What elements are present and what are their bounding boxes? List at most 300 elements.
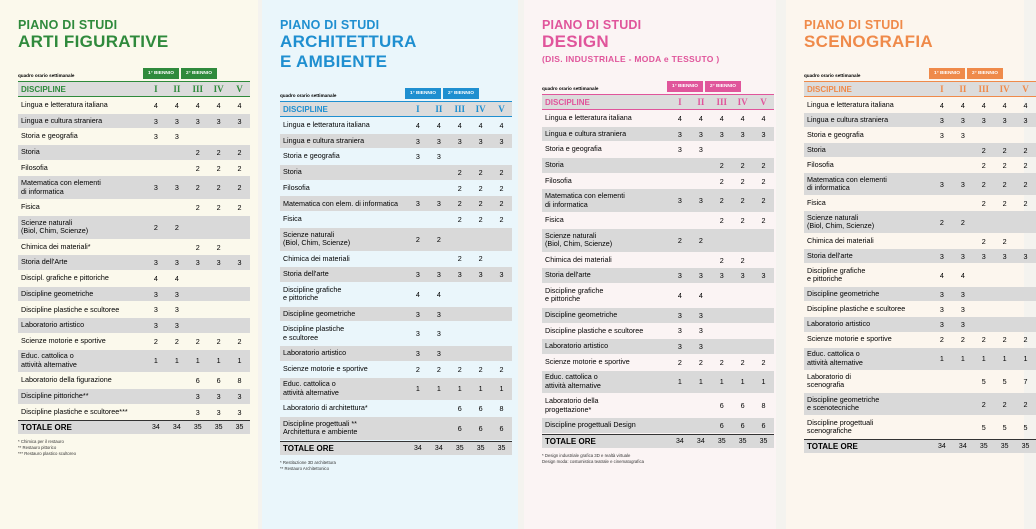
- hours-cell: 2: [428, 228, 449, 251]
- discipline-name: [18, 216, 145, 239]
- hours-cell: [753, 142, 774, 157]
- hours-cell: 2: [229, 176, 250, 199]
- hours-cell: 6: [719, 401, 724, 411]
- biennio-1-badge: 1° BIENNIO: [929, 68, 965, 79]
- hours-cell: [1015, 211, 1036, 233]
- hours-cell: [1015, 287, 1036, 301]
- discipline-line: Educ. cattolica o: [807, 349, 860, 359]
- discipline-line: Chimica dei materiali: [545, 254, 612, 264]
- table-row: [18, 302, 250, 317]
- hours-cell: [407, 165, 428, 180]
- hours-cell: [732, 308, 753, 323]
- table-row: [542, 229, 774, 252]
- table-row: [18, 216, 250, 239]
- biennio-2-badge: 2° BIENNIO: [967, 68, 1003, 79]
- discipline-name: [18, 98, 145, 113]
- discipline-name: [804, 302, 931, 316]
- table-row: [280, 134, 512, 149]
- discipline-line: Discipline grafiche: [807, 265, 866, 275]
- col-discipline-header: DISCIPLINE: [804, 81, 931, 97]
- hours-cell: 1: [669, 371, 690, 394]
- hours-cell: 2: [698, 357, 703, 367]
- hours-cell: [449, 228, 470, 251]
- col-year-1: I: [669, 94, 690, 110]
- total-value: 35: [973, 439, 994, 453]
- discipline-line: attività alternative: [807, 357, 863, 367]
- discipline-line: Chimica dei materiali*: [21, 241, 91, 251]
- table-row: [542, 339, 774, 354]
- hours-cell: 2: [732, 189, 753, 212]
- hours-cell: 5: [981, 376, 986, 386]
- hours-cell: 3: [174, 132, 179, 142]
- discipline-line: Storia dell'arte: [545, 270, 591, 280]
- hours-cell: [145, 389, 166, 404]
- discipline-line: attività alternative: [545, 380, 601, 390]
- hours-cell: [166, 373, 187, 388]
- hours-cell: 4: [216, 100, 221, 110]
- study-table: [280, 100, 512, 456]
- discipline-line: Laboratorio di architettura*: [283, 403, 368, 413]
- table-row: [804, 143, 1036, 157]
- table-row: [280, 283, 512, 306]
- discipline-name: [18, 114, 145, 129]
- table-row: [542, 253, 774, 268]
- hours-cell: 3: [732, 268, 753, 283]
- hours-cell: 3: [415, 152, 420, 162]
- total-value: 35: [187, 420, 208, 434]
- hours-cell: 2: [973, 393, 994, 415]
- hours-cell: [973, 317, 994, 331]
- table-row: [18, 240, 250, 255]
- hours-cell: 2: [229, 145, 250, 160]
- hours-cell: [952, 371, 973, 393]
- footnote: Design moda: costumistica teatrale e cinematografica: [542, 458, 644, 464]
- hours-cell: 3: [939, 130, 944, 140]
- discipline-name: [542, 371, 669, 394]
- hours-cell: [732, 142, 753, 157]
- discipline-line: scenografiche: [807, 426, 852, 436]
- hours-cell: 2: [1002, 335, 1007, 345]
- col-year-3: III: [711, 94, 732, 110]
- hours-cell: 1: [449, 378, 470, 401]
- hours-cell: [753, 339, 774, 354]
- discipline-name: [804, 173, 931, 195]
- hours-cell: 2: [1015, 173, 1036, 195]
- hours-cell: 2: [981, 236, 986, 246]
- table-row: [804, 264, 1036, 286]
- discipline-line: Storia: [807, 145, 826, 155]
- hours-cell: [973, 128, 994, 142]
- discipline-name: [280, 181, 407, 196]
- hours-cell: 2: [740, 357, 745, 367]
- discipline-name: [280, 212, 407, 227]
- table-row: [18, 389, 250, 404]
- hours-cell: [145, 240, 166, 255]
- hours-cell: [428, 252, 449, 267]
- footnote: * Restituzione 3D architettura: [280, 459, 336, 465]
- discipline-name: [18, 287, 145, 302]
- hours-cell: 3: [690, 339, 711, 354]
- hours-cell: 1: [711, 371, 732, 394]
- hours-cell: 2: [470, 165, 491, 180]
- discipline-line: Educ. cattolica o: [545, 372, 598, 382]
- biennio-1-badge: 1° BIENNIO: [143, 68, 179, 79]
- hours-cell: 3: [1015, 113, 1036, 127]
- col-year-3: III: [187, 81, 208, 97]
- hours-cell: 2: [1023, 198, 1028, 208]
- hours-cell: 2: [690, 229, 711, 252]
- hours-cell: 2: [237, 336, 242, 346]
- table-row: [280, 267, 512, 282]
- hours-cell: 3: [237, 407, 242, 417]
- discipline-name: [542, 189, 669, 212]
- discipline-line: Discipline geometriche: [807, 289, 880, 299]
- hours-cell: 3: [145, 255, 166, 270]
- hours-cell: [491, 307, 512, 322]
- hours-cell: [187, 318, 208, 333]
- total-value: 34: [952, 439, 973, 453]
- hours-cell: 2: [187, 145, 208, 160]
- hours-cell: [711, 339, 732, 354]
- hours-cell: [711, 142, 732, 157]
- discipline-line: Discipline plastiche e scultoree: [21, 304, 120, 314]
- discipline-line: Scienze naturali: [545, 230, 597, 240]
- table-row: [18, 373, 250, 388]
- col-year-5: V: [491, 101, 512, 117]
- footnotes: [542, 453, 768, 465]
- table-row: [280, 149, 512, 164]
- panel-subtitle: (DIS. INDUSTRIALE - MODA e TESSUTO ): [542, 54, 720, 64]
- panel-title: ARTI FIGURATIVE: [18, 32, 169, 51]
- hours-cell: 2: [457, 214, 462, 224]
- hours-cell: [208, 318, 229, 333]
- hours-cell: 4: [960, 100, 965, 110]
- hours-cell: 2: [407, 228, 428, 251]
- biennio-header: [542, 71, 768, 93]
- hours-cell: 2: [994, 393, 1015, 415]
- footnotes: [280, 460, 510, 472]
- hours-cell: [931, 158, 952, 172]
- hours-cell: [166, 389, 187, 404]
- hours-cell: 6: [216, 376, 221, 386]
- hours-cell: [732, 229, 753, 252]
- hours-cell: [952, 393, 973, 415]
- hours-cell: 3: [428, 134, 449, 149]
- hours-cell: [145, 373, 166, 388]
- hours-cell: 2: [711, 158, 732, 173]
- hours-cell: [470, 283, 491, 306]
- hours-cell: 1: [187, 350, 208, 373]
- hours-cell: 2: [677, 357, 682, 367]
- discipline-line: di informatica: [545, 199, 588, 209]
- table-row: [804, 416, 1036, 438]
- hours-cell: 3: [669, 189, 690, 212]
- discipline-line: Discipline geometriche: [545, 309, 618, 319]
- discipline-line: Storia: [283, 167, 302, 177]
- hours-cell: 3: [407, 307, 428, 322]
- hours-cell: 1: [1015, 348, 1036, 370]
- hours-cell: 2: [470, 196, 491, 211]
- hours-cell: 3: [669, 339, 690, 354]
- hours-cell: 3: [166, 114, 187, 129]
- discipline-name: [804, 234, 931, 248]
- total-label: TOTALE ORE: [280, 441, 407, 455]
- total-row: [18, 420, 250, 434]
- weekly-hours-label: quadro orario settimanale: [804, 73, 861, 78]
- hours-cell: 4: [1023, 100, 1028, 110]
- discipline-name: [280, 196, 407, 211]
- hours-cell: 3: [931, 249, 952, 263]
- table-row: [280, 322, 512, 345]
- discipline-name: [542, 253, 669, 268]
- hours-cell: 3: [931, 113, 952, 127]
- hours-cell: 3: [229, 389, 250, 404]
- hours-cell: 2: [457, 364, 462, 374]
- discipline-name: [804, 113, 931, 127]
- biennio-2-badge: 2° BIENNIO: [705, 81, 741, 92]
- hours-cell: [491, 322, 512, 345]
- table-row: [804, 234, 1036, 248]
- total-value: 34: [145, 420, 166, 434]
- hours-cell: 2: [449, 196, 470, 211]
- hours-cell: [449, 322, 470, 345]
- table-row: [18, 350, 250, 373]
- hours-cell: 1: [145, 350, 166, 373]
- hours-cell: 6: [740, 401, 745, 411]
- hours-cell: 2: [491, 165, 512, 180]
- hours-cell: 2: [153, 336, 158, 346]
- discipline-line: Lingua e cultura straniera: [283, 135, 365, 145]
- discipline-line: Scienze naturali: [807, 212, 859, 222]
- table-row: [542, 213, 774, 228]
- hours-cell: 3: [698, 326, 703, 336]
- discipline-name: [804, 393, 931, 415]
- table-row: [280, 307, 512, 322]
- hours-cell: [931, 143, 952, 157]
- hours-cell: 2: [1002, 236, 1007, 246]
- table-row: [280, 165, 512, 180]
- discipline-name: [18, 240, 145, 255]
- table-row: [804, 302, 1036, 316]
- table-row: [280, 228, 512, 251]
- discipline-name: [280, 149, 407, 164]
- discipline-name: [280, 307, 407, 322]
- hours-cell: [208, 129, 229, 144]
- discipline-name: [542, 213, 669, 228]
- hours-cell: 1: [229, 350, 250, 373]
- hours-cell: 5: [1002, 376, 1007, 386]
- hours-cell: [711, 229, 732, 252]
- hours-cell: 4: [698, 290, 703, 300]
- hours-cell: [931, 371, 952, 393]
- discipline-line: Storia: [21, 147, 40, 157]
- hours-cell: 3: [166, 176, 187, 199]
- discipline-line: Laboratorio artistico: [283, 348, 347, 358]
- hours-cell: 3: [153, 305, 158, 315]
- panel-design: [524, 0, 776, 529]
- hours-cell: [491, 283, 512, 306]
- discipline-line: Discipline progettuali: [807, 417, 874, 427]
- biennio-2-badge: 2° BIENNIO: [443, 88, 479, 99]
- hours-cell: [732, 339, 753, 354]
- hours-cell: [1015, 264, 1036, 286]
- footnote: * Chimica per il restauro: [18, 439, 64, 445]
- table-row: [804, 317, 1036, 331]
- hours-cell: 3: [698, 145, 703, 155]
- table-row: [18, 114, 250, 129]
- hours-cell: 3: [952, 317, 973, 331]
- table-row: [804, 287, 1036, 301]
- discipline-line: Matematica con elementi: [21, 178, 101, 188]
- col-discipline-header: DISCIPLINE: [280, 101, 407, 117]
- table-row: [18, 405, 250, 420]
- hours-cell: 4: [174, 273, 179, 283]
- hours-cell: 2: [436, 364, 441, 374]
- hours-cell: 3: [952, 287, 973, 301]
- hours-cell: 2: [415, 364, 420, 374]
- hours-cell: 2: [669, 229, 690, 252]
- hours-cell: 2: [753, 158, 774, 173]
- hours-cell: 2: [981, 160, 986, 170]
- hours-cell: 2: [216, 203, 221, 213]
- hours-cell: 3: [145, 318, 166, 333]
- discipline-name: [280, 362, 407, 377]
- discipline-line: Storia e geografia: [21, 131, 78, 141]
- total-value: 35: [491, 441, 512, 455]
- discipline-line: scenografia: [807, 380, 845, 390]
- discipline-line: Lingua e letteratura italiana: [807, 99, 894, 109]
- discipline-line: Discipline plastiche e scultoree: [545, 325, 644, 335]
- total-label: TOTALE ORE: [804, 439, 931, 453]
- hours-cell: [753, 308, 774, 323]
- col-year-4: IV: [208, 81, 229, 97]
- biennio-1-badge: 1° BIENNIO: [405, 88, 441, 99]
- table-row: [18, 161, 250, 176]
- hours-cell: 3: [145, 114, 166, 129]
- hours-cell: 8: [499, 404, 504, 414]
- hours-cell: 3: [677, 145, 682, 155]
- hours-cell: 3: [669, 127, 690, 142]
- discipline-line: Lingua e cultura straniera: [21, 115, 103, 125]
- table-header-row: [280, 101, 512, 117]
- discipline-name: [280, 267, 407, 282]
- hours-cell: 8: [761, 401, 766, 411]
- discipline-name: [542, 174, 669, 189]
- hours-cell: 3: [732, 127, 753, 142]
- discipline-name: [542, 339, 669, 354]
- hours-cell: 3: [166, 318, 187, 333]
- hours-cell: [669, 158, 690, 173]
- hours-cell: 3: [428, 196, 449, 211]
- hours-cell: [690, 174, 711, 189]
- discipline-name: [804, 317, 931, 331]
- total-row: [280, 441, 512, 455]
- hours-cell: 2: [931, 211, 952, 233]
- hours-cell: 2: [740, 216, 745, 226]
- discipline-name: [804, 371, 931, 393]
- hours-cell: 3: [931, 287, 952, 301]
- footnotes: [18, 439, 250, 457]
- col-year-2: II: [428, 101, 449, 117]
- discipline-line: Laboratorio di: [807, 371, 851, 381]
- hours-cell: 3: [994, 113, 1015, 127]
- discipline-name: [280, 346, 407, 361]
- discipline-name: [280, 417, 407, 440]
- hours-cell: 3: [1015, 249, 1036, 263]
- hours-cell: 2: [195, 336, 200, 346]
- hours-cell: 6: [195, 376, 200, 386]
- weekly-hours-label: quadro orario settimanale: [542, 86, 599, 91]
- table-header-row: [804, 81, 1036, 97]
- hours-cell: [428, 417, 449, 440]
- hours-cell: 2: [740, 255, 745, 265]
- hours-cell: 2: [208, 145, 229, 160]
- hours-cell: 2: [981, 335, 986, 345]
- hours-cell: [1015, 234, 1036, 248]
- total-value: 34: [690, 434, 711, 448]
- hours-cell: 1: [952, 348, 973, 370]
- hours-cell: [690, 418, 711, 433]
- discipline-line: Scienze motorie e sportive: [21, 335, 106, 345]
- discipline-name: [280, 378, 407, 401]
- total-value: 34: [669, 434, 690, 448]
- hours-cell: [449, 283, 470, 306]
- discipline-line: Chimica dei materiali: [283, 253, 350, 263]
- discipline-line: Storia: [545, 160, 564, 170]
- hours-cell: [166, 200, 187, 215]
- hours-cell: 6: [732, 418, 753, 433]
- table-row: [804, 249, 1036, 263]
- hours-cell: 4: [457, 120, 462, 130]
- hours-cell: 4: [415, 289, 420, 299]
- hours-cell: [711, 284, 732, 307]
- discipline-name: [18, 373, 145, 388]
- table-row: [804, 113, 1036, 127]
- table-row: [542, 371, 774, 394]
- hours-cell: 3: [145, 176, 166, 199]
- hours-cell: [669, 418, 690, 433]
- discipline-line: Storia dell'arte: [283, 269, 329, 279]
- hours-cell: 3: [952, 113, 973, 127]
- hours-cell: 2: [237, 203, 242, 213]
- discipline-line: Fisica: [21, 202, 40, 212]
- table-row: [542, 158, 774, 173]
- footnote: ** Restauro pittorico: [18, 445, 57, 451]
- discipline-name: [804, 416, 931, 438]
- discipline-name: [18, 318, 145, 333]
- hours-cell: [407, 401, 428, 416]
- total-value: 34: [166, 420, 187, 434]
- discipline-name: [804, 98, 931, 112]
- hours-cell: [208, 287, 229, 302]
- table-row: [18, 334, 250, 349]
- total-row: [542, 434, 774, 448]
- hours-cell: 3: [753, 127, 774, 142]
- discipline-line: Storia dell'arte: [807, 251, 853, 261]
- hours-cell: [952, 158, 973, 172]
- hours-cell: 2: [491, 196, 512, 211]
- hours-cell: [229, 271, 250, 286]
- hours-cell: 3: [153, 132, 158, 142]
- hours-cell: [690, 253, 711, 268]
- panel-title: E AMBIENTE: [280, 52, 388, 71]
- col-year-4: IV: [994, 81, 1015, 97]
- hours-cell: 2: [740, 176, 745, 186]
- hours-cell: 4: [939, 100, 944, 110]
- hours-cell: [952, 143, 973, 157]
- table-row: [280, 346, 512, 361]
- biennio-1-badge: 1° BIENNIO: [667, 81, 703, 92]
